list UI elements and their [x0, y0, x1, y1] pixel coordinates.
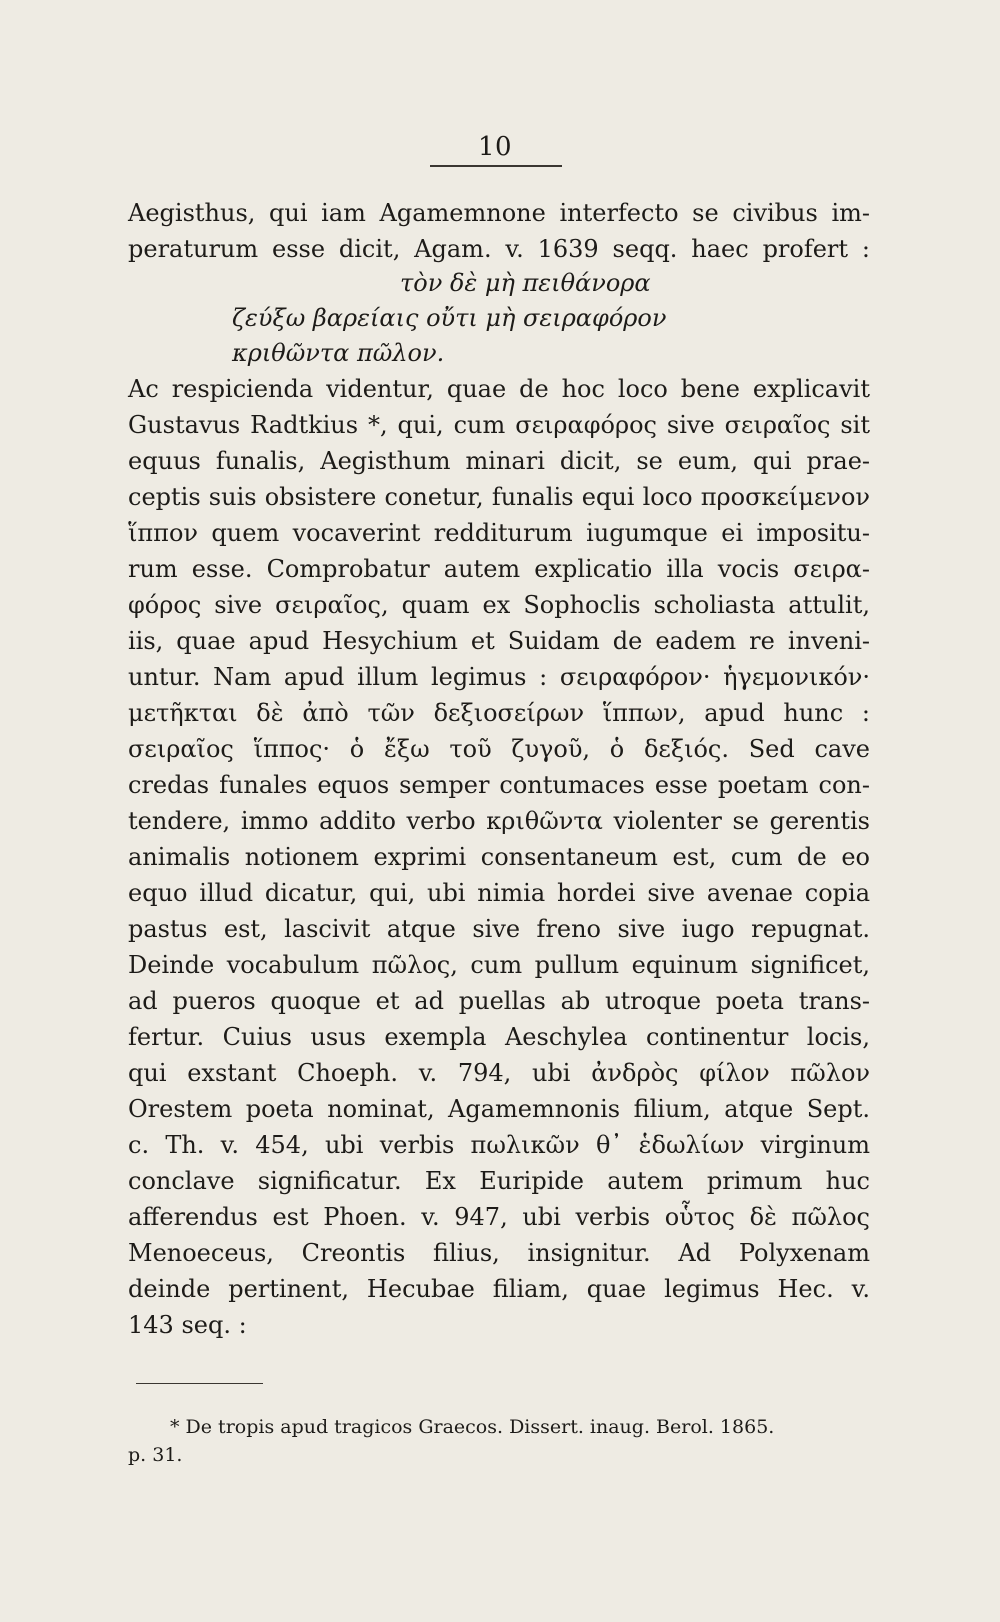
- footnote-line: * De tropis apud tragicos Graecos. Dissert. inaug. Berol. 1865.: [170, 1416, 775, 1438]
- page-number: 10: [478, 132, 513, 162]
- text-line: qui exstant Choeph. v. 794, ubi ἀνδρὸς φίλον πῶλον: [128, 1059, 870, 1087]
- text-line: φόρος sive σειραῖος, quam ex Sophoclis scholiasta attulit,: [128, 591, 870, 619]
- text-line: ad pueros quoque et ad puellas ab utroque poeta trans-: [128, 987, 870, 1015]
- text-line: μετῆκται δὲ ἀπὸ τῶν δεξιοσείρων ἵππων, apud hunc :: [128, 699, 870, 727]
- text-line: Aegisthus, qui iam Agamemnone interfecto se civibus im-: [128, 199, 870, 227]
- verse-line: κριθῶντα πῶλον.: [232, 339, 445, 367]
- text-line: Ac respicienda videntur, quae de hoc loco bene explicavit: [128, 375, 870, 403]
- text-line: iis, quae apud Hesychium et Suidam de eadem re inveni-: [128, 627, 870, 655]
- text-line: rum esse. Comprobatur autem explicatio illa vocis σειρα-: [128, 555, 870, 583]
- text-line: deinde pertinent, Hecubae filiam, quae legimus Hec. v.: [128, 1275, 870, 1303]
- text-line: c. Th. v. 454, ubi verbis πωλικῶν θ᾽ ἑδωλίων virginum: [128, 1131, 870, 1159]
- text-line: 143 seq. :: [128, 1311, 247, 1339]
- text-line: conclave significatur. Ex Euripide autem primum huc: [128, 1167, 870, 1195]
- verse-line: ζεύξω βαρείαις οὔτι μὴ σειραφόρον: [232, 304, 667, 332]
- text-line: equo illud dicatur, qui, ubi nimia hordei sive avenae copia: [128, 879, 870, 907]
- text-line: tendere, immo addito verbo κριθῶντα violenter se gerentis: [128, 807, 870, 835]
- text-line: pastus est, lascivit atque sive freno sive iugo repugnat.: [128, 915, 870, 943]
- text-line: ἵππον quem vocaverint redditurum iugumque ei impositu-: [128, 519, 870, 547]
- text-line: Deinde vocabulum πῶλος, cum pullum equinum significet,: [128, 951, 870, 979]
- verse-line: τὸν δὲ μὴ πειθάνορα: [400, 269, 651, 297]
- text-line: Orestem poeta nominat, Agamemnonis filium, atque Sept.: [128, 1095, 870, 1123]
- footnote-line: p. 31.: [128, 1444, 183, 1466]
- text-line: equus funalis, Aegisthum minari dicit, se eum, qui prae-: [128, 447, 870, 475]
- text-line: ceptis suis obsistere conetur, funalis equi loco προσκείμενον: [128, 483, 870, 511]
- text-line: afferendus est Phoen. v. 947, ubi verbis οὗτος δὲ πῶλος: [128, 1203, 870, 1231]
- text-line: Gustavus Radtkius *, qui, cum σειραφόρος sive σειραῖος sit: [128, 411, 870, 439]
- text-line: fertur. Cuius usus exempla Aeschylea continentur locis,: [128, 1023, 870, 1051]
- text-line: peraturum esse dicit, Agam. v. 1639 seqq. haec profert :: [128, 235, 870, 263]
- header-rule: [430, 165, 562, 167]
- footnote-rule: [136, 1383, 263, 1384]
- text-line: σειραῖος ἵππος· ὁ ἔξω τοῦ ζυγοῦ, ὁ δεξιός. Sed cave: [128, 735, 870, 763]
- text-line: untur. Nam apud illum legimus : σειραφόρον· ἡγεμονικόν·: [128, 663, 870, 691]
- text-line: Menoeceus, Creontis filius, insignitur. Ad Polyxenam: [128, 1239, 870, 1267]
- text-line: credas funales equos semper contumaces esse poetam con-: [128, 771, 870, 799]
- text-line: animalis notionem exprimi consentaneum est, cum de eo: [128, 843, 870, 871]
